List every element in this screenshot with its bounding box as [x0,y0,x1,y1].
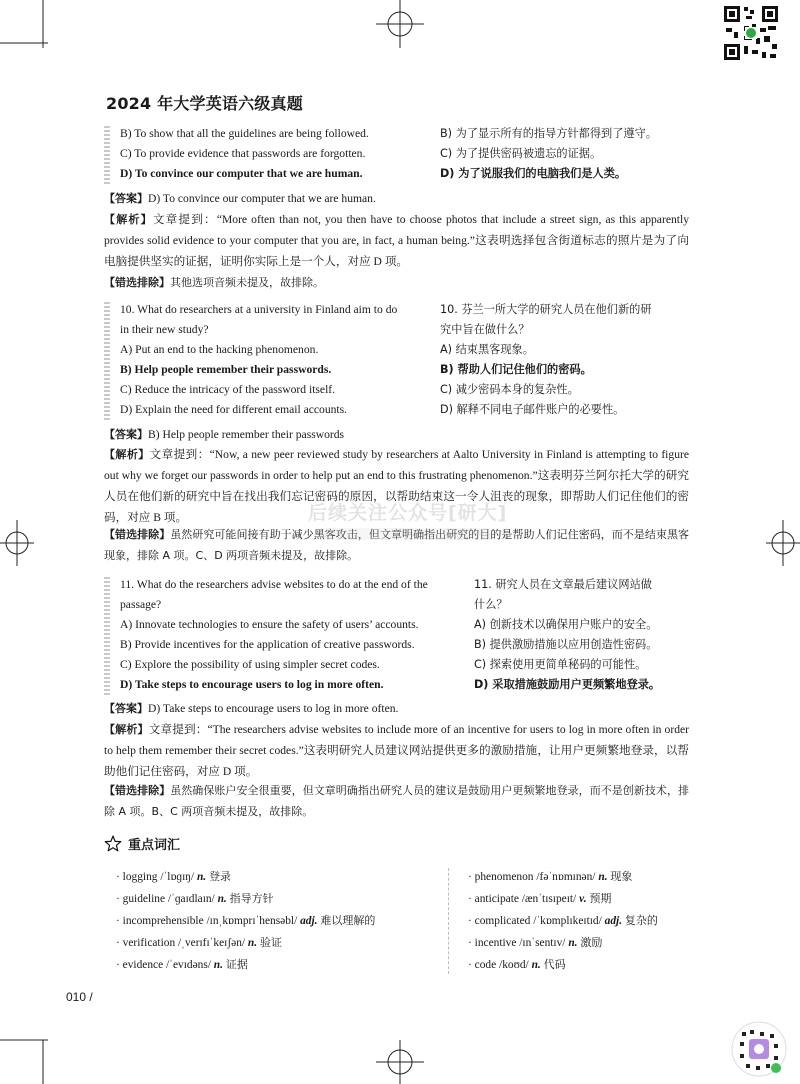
vocab-ipa: /koʊd/ [499,959,529,971]
vocab-word: guideline [122,893,166,905]
vocab-item: · evidence /ˈevɪdəns/ n. 证据 [116,958,248,971]
q10-en [120,300,397,420]
q10-zh [440,300,652,420]
vocab-ipa: /ænˈtɪsɪpeɪt/ [521,893,577,905]
q11-zh [474,575,660,695]
elimination-tag: 【错选排除】 [104,276,170,289]
question-line: 10. What do researchers at a university in Finland aim to do [120,303,398,316]
vocab-word: anticipate [474,893,519,905]
vocab-list-right [468,866,658,976]
vocab-item: · phenomenon /fəˈnɒmɪnən/ n. 现象 [468,870,633,883]
analysis-tag: 【解析】 [104,448,150,461]
q9-options-en [120,124,369,184]
answer-text: B) Help people remember their passwords [148,428,345,441]
vocab-ipa: /fəˈnɒmɪnən/ [536,871,596,883]
option-line: B) To show that all the guidelines are being followed. [120,127,369,140]
option-line: C) Reduce the intricacy of the password itself. [120,383,336,396]
question-bar [104,302,110,420]
option-line-answer: B) 帮助人们记住他们的密码。 [440,363,592,376]
vocab-item: · logging /ˈlɒɡɪŋ/ n. 登录 [116,870,231,883]
option-line: D) 解释不同电子邮件账户的必要性。 [440,403,625,416]
option-line-answer: D) 为了说服我们的电脑我们是人类。 [440,167,627,180]
q9-analysis [104,209,689,272]
qr-code-icon [730,1020,788,1078]
option-line: D) Explain the need for different email accounts. [120,403,348,416]
answer-text: D) Take steps to encourage users to log in more often. [148,702,399,715]
q11-analysis [104,719,689,782]
option-line: B) 为了显示所有的指导方针都得到了遵守。 [440,127,657,140]
vocab-item: · complicated /ˈkɒmplɪkeɪtɪd/ adj. 复杂的 [468,914,658,927]
vocab-pos: n. [247,937,258,949]
q9-elimination [104,272,689,293]
answer-tag: 【答案】 [104,428,148,441]
vocab-meaning: 验证 [259,936,282,949]
q11-block [104,575,694,697]
answer-tag: 【答案】 [104,702,148,715]
elimination-tag: 【错选排除】 [104,784,171,797]
answer-tag: 【答案】 [104,192,148,205]
q10-answer [104,424,689,445]
option-line: C) 减少密码本身的复杂性。 [440,383,579,396]
q10-block [104,300,694,422]
question-bar [104,577,110,695]
vocab-meaning: 难以理解的 [320,914,376,927]
watermark: 后续关注公众号[研大] [308,502,508,524]
q11-answer [104,698,689,719]
analysis-tag: 【解析】 [104,723,149,736]
q9-options-zh [440,124,657,184]
q11-elimination [104,780,689,822]
vocab-ipa: /ɪnˌkɒmprɪˈhensəbl/ [206,915,298,927]
elimination-text: 虽然确保账户安全很重要，但文章明确指出研究人员的建议是鼓励用户更频繁地登录，而不是创新技术，排除 A 项。B、C 两项音频未提及，故排除。 [104,784,690,818]
vocab-ipa: /ˈkɒmplɪkeɪtɪd/ [533,915,602,927]
vocab-heading [104,834,180,853]
vocab-list-left [116,866,375,976]
elimination-text: 其他选项音频未提及，故排除。 [170,276,324,289]
q9-answer [104,188,689,209]
vocab-pos: n. [568,937,578,949]
vocab-heading-text: 重点词汇 [128,838,181,853]
vocab-meaning: 现象 [610,870,633,883]
vocab-pos: n. [217,893,227,905]
vocab-ipa: /ˌverɪfɪˈkeɪʃən/ [178,937,246,949]
option-line: B) Provide incentives for the application of creative passwords. [120,638,415,651]
analysis-text: 文章提到：“The researchers advise websites to include more of an incentive for users to log in more often in order to help them remember their secret codes.”这表明研究人员建议网站提供更多的激励措施，让用户更频繁地登录，以帮助他们记住密码，对应 D 项。 [104,723,689,778]
vocab-pos: n. [531,959,541,971]
page-number: 010 / [66,990,93,1004]
vocab-word: complicated [474,915,531,927]
option-line: A) Innovate technologies to ensure the safety of users’ accounts. [120,618,419,631]
option-line: C) Explore the possibility of using simpler secret codes. [120,658,380,671]
watermark-smudge [320,528,490,540]
option-line: A) Put an end to the hacking phenomenon. [120,343,319,356]
vocab-item: · incentive /ɪnˈsentɪv/ n. 激励 [468,936,603,949]
vocab-meaning: 复杂的 [624,914,658,927]
question-bar [104,126,110,186]
vocab-meaning: 预期 [589,892,612,905]
vocab-word: evidence [122,959,164,971]
question-line: 10. 芬兰一所大学的研究人员在他们新的研 [440,303,652,316]
option-line: B) 提供激励措施以应用创造性密码。 [474,638,658,651]
vocab-meaning: 指导方针 [229,892,274,905]
question-line: 11. What do the researchers advise websites to do at the end of the [120,578,428,591]
vocab-ipa: /ˈlɒɡɪŋ/ [160,871,195,883]
question-line: passage? [120,598,162,611]
analysis-text: 文章提到：“More often than not, you then have to choose photos that include a street sign, as this apparently provides solid evidence to your computer that you are, in fact, a human being.”这表明选择包含街道标志的照片是为了向电脑提供坚实的证据，证明你实际上是一个人，对应 D 项。 [104,213,689,268]
option-line: A) 创新技术以确保用户账户的安全。 [474,618,658,631]
option-line: C) To provide evidence that passwords are forgotten. [120,147,366,160]
vocab-item: · code /koʊd/ n. 代码 [468,958,566,971]
analysis-text: 文章提到：“Now, a new peer reviewed study by researchers at Aalto University in Finland is attempting to figure out why we forget our passwords in order to help put an end to this frustrating phenomenon.”这表明芬兰阿尔托大学的研究人员在他们新的研究中旨在找出我们忘记密码的原因，以帮助结束这一令人沮丧的现象，即帮助人们记住他们的密码，对应 B 项。 [104,448,690,524]
option-line: C) 探索使用更简单秘码的可能性。 [474,658,647,671]
vocab-pos: adj. [300,915,318,927]
q9-options-block [104,124,694,188]
q11-en [120,575,428,695]
vocab-word: logging [122,871,158,883]
option-line: A) 结束黑客现象。 [440,343,534,356]
vocab-word: phenomenon [474,871,534,883]
analysis-tag: 【解析】 [104,213,153,226]
option-line-answer: B) Help people remember their passwords. [120,363,332,376]
option-line: C) 为了提供密码被遗忘的证据。 [440,147,602,160]
vocab-meaning: 证据 [225,958,248,971]
vocab-word: incentive [474,937,517,949]
elimination-text: 虽然研究可能间接有助于减少黑客攻击，但文章明确指出研究的目的是帮助人们记住密码，而不是结束黑客现象，排除 A 项。C、D 两项音频未提及，故排除。 [104,528,690,562]
vocab-meaning: 代码 [543,958,566,971]
vocab-word: incomprehensible [122,915,204,927]
vocab-item: · guideline /ˈɡaɪdlaɪn/ n. 指导方针 [116,892,274,905]
question-line: 什么？ [474,598,508,611]
vocab-item: · verification /ˌverɪfɪˈkeɪʃən/ n. 验证 [116,936,282,949]
vocab-item: · incomprehensible /ɪnˌkɒmprɪˈhensəbl/ adj. 难以理解的 [116,914,376,927]
option-line-answer: D) Take steps to encourage users to log in more often. [120,678,384,691]
vocab-ipa: /ɪnˈsentɪv/ [519,937,566,949]
qr-code-icon [722,4,780,62]
vocab-word: verification [122,937,176,949]
option-line-answer: D) 采取措施鼓励用户更频繁地登录。 [474,678,661,691]
elimination-tag: 【错选排除】 [104,528,171,541]
question-line: 11. 研究人员在文章最后建议网站做 [474,578,652,591]
question-line: in their new study? [120,323,209,336]
option-line-answer: D) To convince our computer that we are human. [120,167,363,180]
vocab-ipa: /ˈɡaɪdlaɪn/ [167,893,215,905]
vocab-ipa: /ˈevɪdəns/ [166,959,211,971]
vocab-pos: n. [598,871,608,883]
vocab-item: · anticipate /ænˈtɪsɪpeɪt/ v. 预期 [468,892,612,905]
vocab-pos: n. [196,871,207,883]
vocab-pos: n. [213,959,223,971]
vocab-meaning: 激励 [580,936,603,949]
vocab-pos: v. [579,893,587,905]
vocab-pos: adj. [604,915,623,927]
question-line: 究中旨在做什么？ [440,323,530,336]
star-outline-icon [104,835,122,852]
vocab-meaning: 登录 [208,870,231,883]
page-title: 2024 年大学英语六级真题 [106,94,303,113]
answer-text: D) To convince our computer that we are human. [148,192,376,205]
vocab-word: code [474,959,497,971]
vocab-divider [448,868,449,974]
